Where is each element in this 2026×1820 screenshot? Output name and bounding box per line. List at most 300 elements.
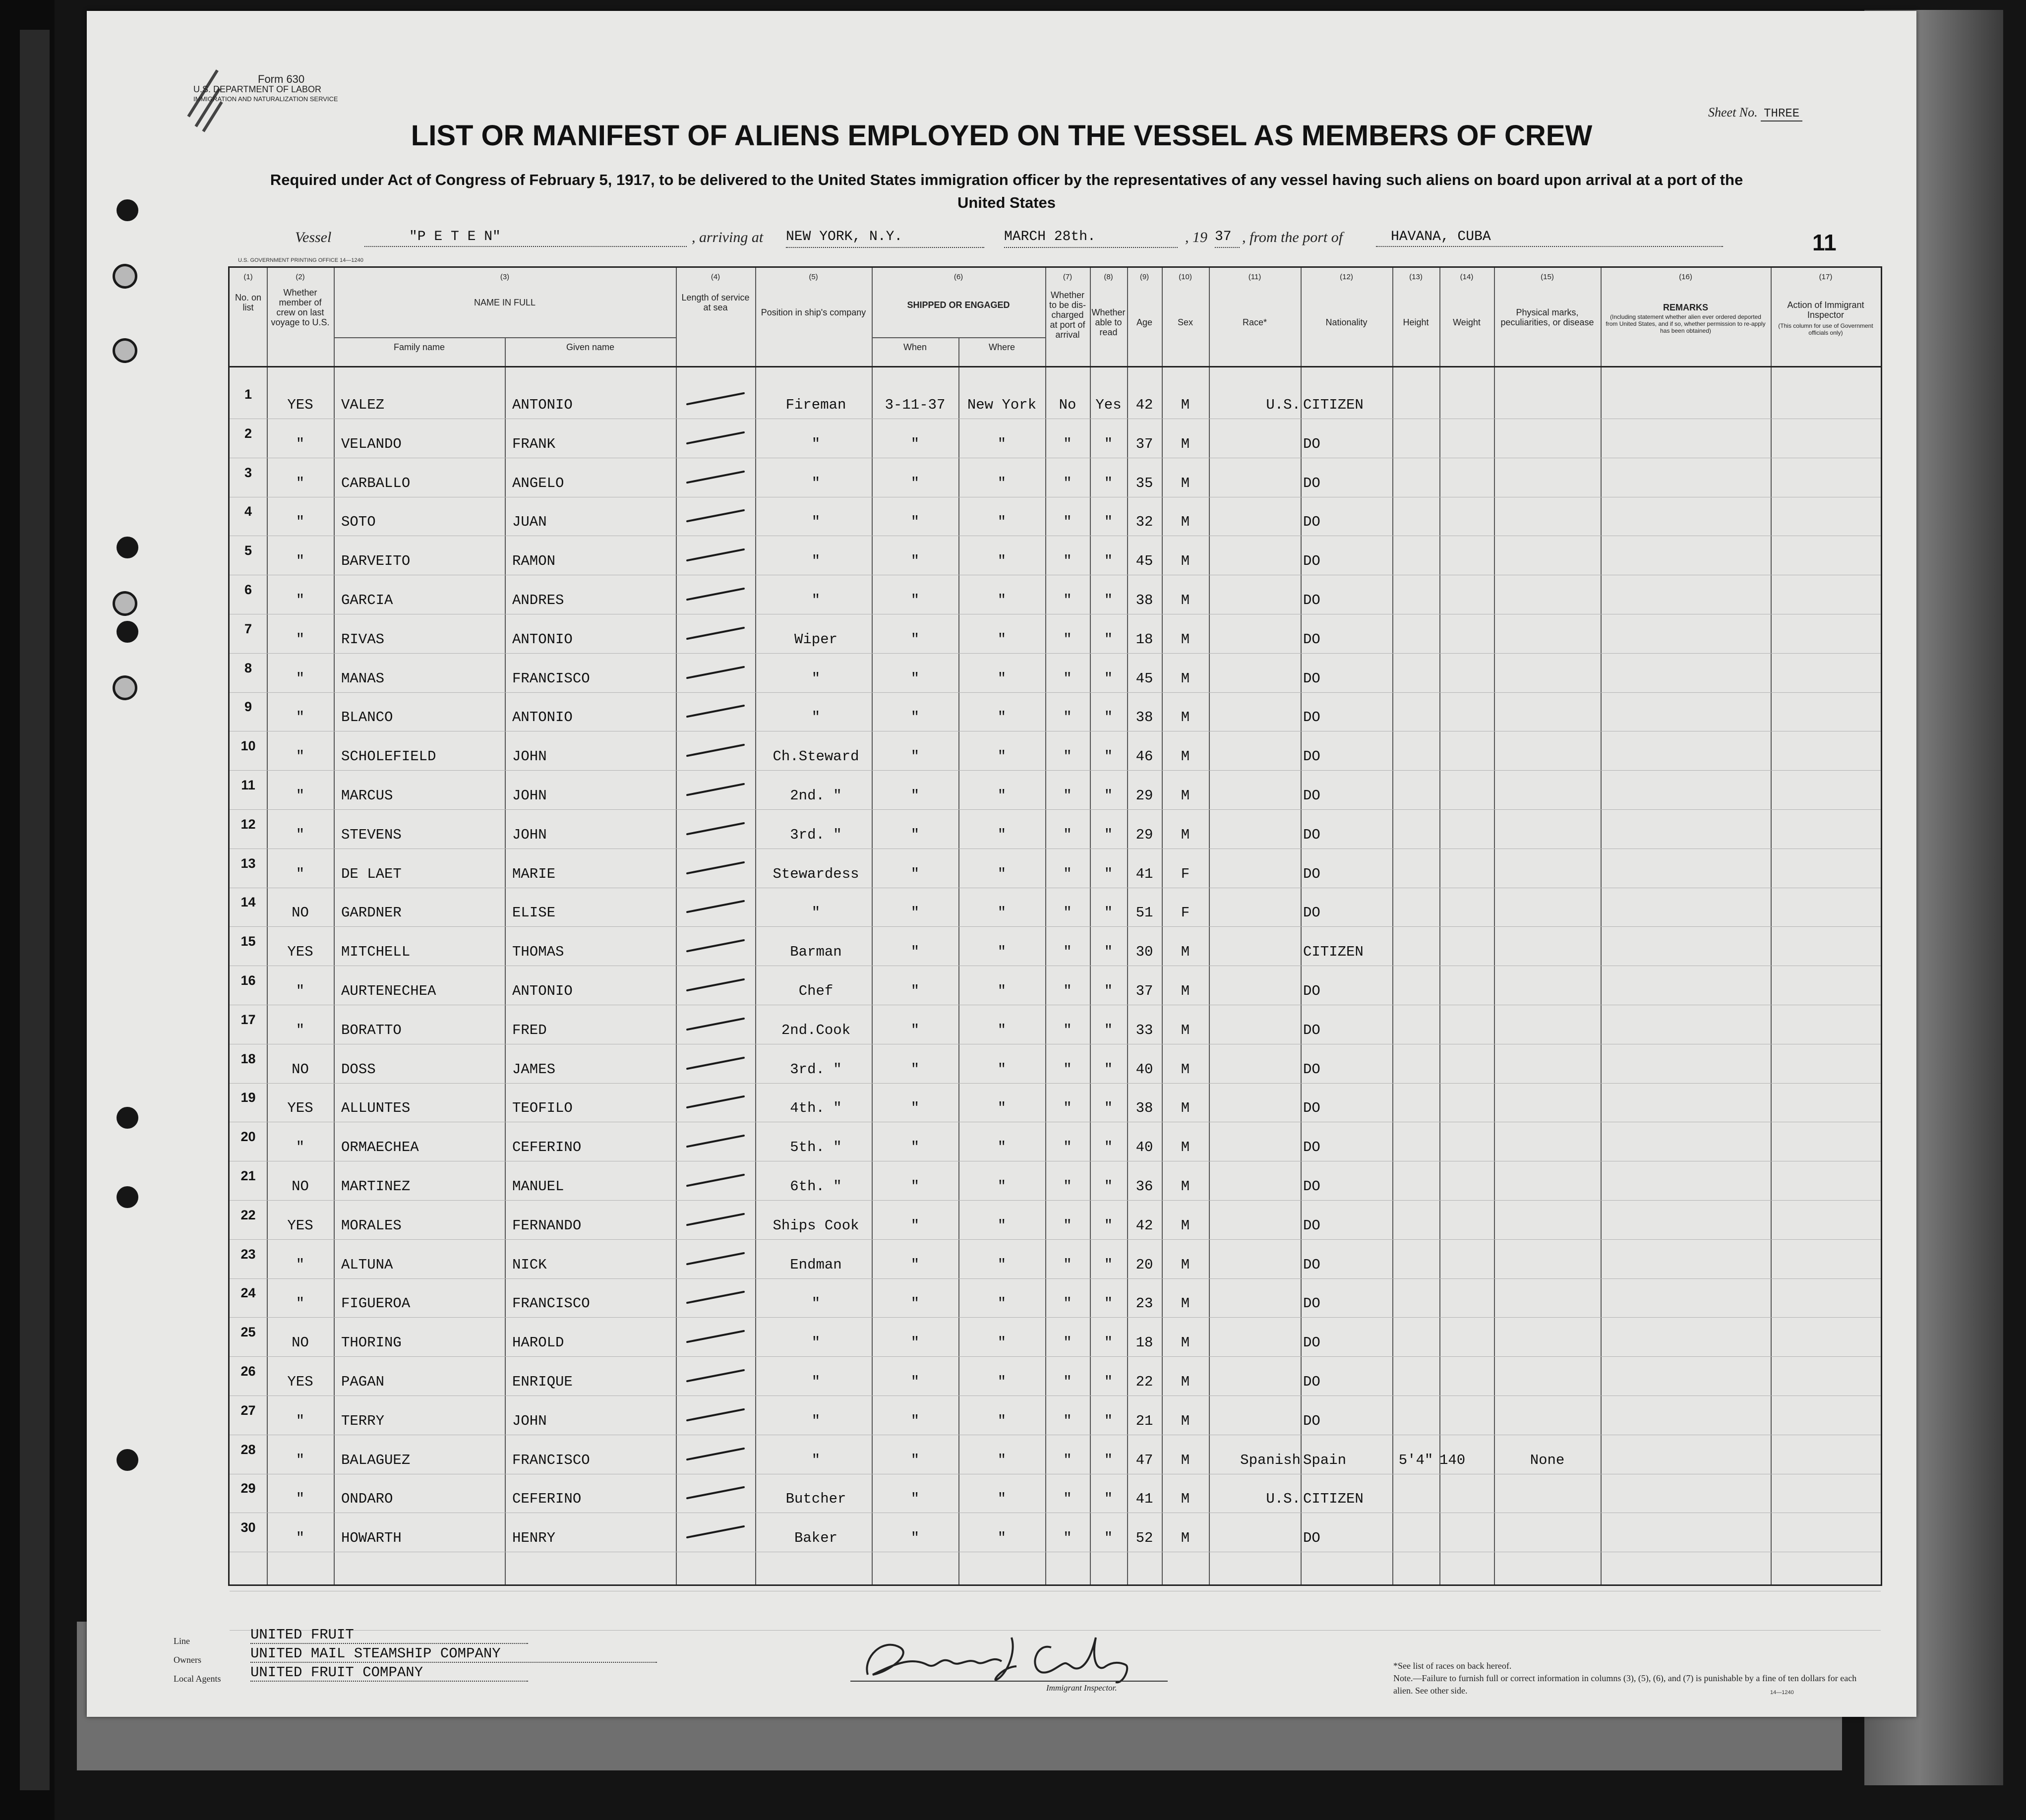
cell-read: ": [1104, 826, 1113, 843]
cell-marks: None: [1530, 1452, 1565, 1468]
cell-disch: ": [1063, 1100, 1072, 1117]
col-14-number: (14): [1460, 273, 1474, 281]
cell-sex: M: [1181, 435, 1190, 452]
length-service-mark: [686, 548, 745, 562]
cell-age: 37: [1135, 983, 1153, 999]
cell-family: BARVEITO: [341, 553, 411, 570]
cell-age: 51: [1135, 905, 1153, 921]
cell-family: BLANCO: [341, 709, 393, 726]
cell-when: ": [910, 1256, 920, 1273]
cell-disch: ": [1063, 788, 1072, 804]
cell-given: FRANCISCO: [512, 1295, 590, 1312]
cell-family: GARDNER: [341, 905, 402, 921]
cell-where: New York: [967, 397, 1037, 413]
cell-age: 36: [1135, 1178, 1153, 1195]
cell-nat: DO: [1303, 1256, 1320, 1273]
cell-where: ": [997, 475, 1007, 491]
cell-where: ": [997, 1139, 1007, 1156]
cell-when: ": [910, 435, 920, 452]
col-header-sex: Sex: [1177, 317, 1193, 327]
cell-age: 18: [1135, 631, 1153, 648]
cell-nat: DO: [1303, 865, 1320, 882]
cell-sex: M: [1181, 1295, 1190, 1312]
cell-age: 46: [1135, 748, 1153, 765]
cell-when: ": [910, 1139, 920, 1156]
row-rule: [230, 1239, 1881, 1240]
cell-when: ": [910, 1178, 920, 1195]
cell-read: ": [1104, 1100, 1113, 1117]
col-10-number: (10): [1179, 273, 1192, 281]
cell-last: ": [296, 1256, 305, 1273]
punch-hole: [117, 537, 138, 558]
cell-last: ": [296, 1452, 305, 1468]
col-header-remarks-note: (Including statement whether alien ever ordered deported from United States, and if so, whether permission to re-apply has been obtained): [1606, 313, 1766, 334]
length-service-mark: [686, 1174, 745, 1187]
cell-where: ": [997, 865, 1007, 882]
cell-read: ": [1104, 1256, 1113, 1273]
cell-disch: ": [1063, 1217, 1072, 1234]
cell-when: ": [910, 1491, 920, 1508]
cell-sex: M: [1181, 788, 1190, 804]
cell-when: ": [910, 788, 920, 804]
cell-pos: ": [811, 553, 821, 570]
length-service-mark: [686, 1291, 745, 1304]
cell-no: 26: [240, 1364, 256, 1379]
cell-given: CEFERINO: [512, 1491, 582, 1508]
cell-where: ": [997, 631, 1007, 648]
vessel-name: "P E T E N": [364, 229, 687, 247]
length-service-mark: [686, 1330, 745, 1343]
cell-last: ": [296, 592, 305, 608]
cell-last: NO: [292, 905, 309, 921]
cell-age: 21: [1135, 1412, 1153, 1429]
cell-race: U.S.: [1266, 397, 1301, 413]
cell-last: ": [296, 1491, 305, 1508]
cell-family: VELANDO: [341, 435, 402, 452]
cell-family: THORING: [341, 1335, 402, 1351]
page-subtitle: Required under Act of Congress of February 5, 1917, to be delivered to the United States immigration officer by the representatives of any vessel having such aliens on board upon arrival at a port of the United States: [270, 171, 1743, 211]
cell-disch: ": [1063, 1412, 1072, 1429]
cell-given: THOMAS: [512, 944, 564, 961]
cell-given: FRANCISCO: [512, 670, 590, 687]
col-7-number: (7): [1063, 273, 1073, 281]
cell-given: JOHN: [512, 748, 547, 765]
col-6-number: (6): [953, 273, 963, 281]
cell-given: FERNANDO: [512, 1217, 582, 1234]
cell-nat: DO: [1303, 1139, 1320, 1156]
cell-pos: ": [811, 1295, 821, 1312]
col-1-number: (1): [243, 273, 253, 281]
cell-sex: M: [1181, 1217, 1190, 1234]
cell-family: RIVAS: [341, 631, 385, 648]
cell-weight: 140: [1439, 1452, 1466, 1468]
row-rule: [230, 1317, 1881, 1318]
departure-port: HAVANA, CUBA: [1376, 229, 1723, 247]
cell-given: JOHN: [512, 1412, 547, 1429]
cell-nat: DO: [1303, 983, 1320, 999]
punch-hole: [113, 338, 137, 363]
cell-sex: M: [1181, 1139, 1190, 1156]
cell-pos: ": [811, 475, 821, 491]
cell-age: 45: [1135, 670, 1153, 687]
row-rule: [230, 926, 1881, 927]
cell-disch: ": [1063, 944, 1072, 961]
cell-where: ": [997, 1374, 1007, 1390]
cell-disch: ": [1063, 1256, 1072, 1273]
cell-sex: M: [1181, 1335, 1190, 1351]
cell-disch: ": [1063, 905, 1072, 921]
cell-no: 9: [244, 699, 252, 715]
cell-when: ": [910, 944, 920, 961]
cell-family: BORATTO: [341, 1022, 402, 1038]
form-number: Form 630: [258, 73, 305, 85]
cell-no: 10: [240, 738, 256, 754]
cell-when: ": [910, 826, 920, 843]
cell-sex: M: [1181, 670, 1190, 687]
cell-age: 22: [1135, 1374, 1153, 1390]
cell-nat: CITIZEN: [1303, 1491, 1364, 1508]
cell-pos: Ch.Steward: [773, 748, 859, 765]
cell-read: ": [1104, 1374, 1113, 1390]
cell-no: 19: [240, 1090, 256, 1105]
cell-family: TERRY: [341, 1412, 385, 1429]
cell-no: 15: [240, 934, 256, 949]
length-service-mark: [686, 509, 745, 523]
cell-no: 20: [240, 1129, 256, 1145]
cell-where: ": [997, 1100, 1007, 1117]
cell-where: ": [997, 1061, 1007, 1078]
cell-age: 52: [1135, 1530, 1153, 1547]
cell-last: ": [296, 1022, 305, 1038]
line-label: Line: [174, 1636, 190, 1646]
cell-last: YES: [287, 1100, 313, 1117]
sheet-label: Sheet No.: [1708, 105, 1758, 120]
cell-last: NO: [292, 1061, 309, 1078]
cell-age: 20: [1135, 1256, 1153, 1273]
length-service-mark: [686, 1056, 745, 1070]
cell-where: ": [997, 983, 1007, 999]
cell-when: ": [910, 1452, 920, 1468]
cell-last: ": [296, 1295, 305, 1312]
cell-nat: DO: [1303, 1100, 1320, 1117]
cell-age: 29: [1135, 788, 1153, 804]
cell-age: 35: [1135, 475, 1153, 491]
cell-where: ": [997, 748, 1007, 765]
cell-family: GARCIA: [341, 592, 393, 608]
cell-age: 41: [1135, 1491, 1153, 1508]
cell-family: VALEZ: [341, 397, 385, 413]
punch-hole: [117, 1449, 138, 1471]
cell-pos: ": [811, 1374, 821, 1390]
cell-given: FRANK: [512, 435, 556, 452]
cell-sex: M: [1181, 748, 1190, 765]
cell-no: 17: [240, 1012, 256, 1027]
cell-no: 25: [240, 1325, 256, 1340]
cell-nat: DO: [1303, 1412, 1320, 1429]
arriving-label: , arriving at: [692, 229, 764, 245]
cell-sex: F: [1181, 865, 1190, 882]
arrival-date: MARCH 28th.: [1004, 229, 1178, 248]
sheet-value: THREE: [1761, 107, 1802, 121]
col-header-number: No. on list: [235, 293, 262, 312]
cell-where: ": [997, 788, 1007, 804]
cell-given: FRANCISCO: [512, 1452, 590, 1468]
cell-last: ": [296, 983, 305, 999]
cell-read: ": [1104, 1217, 1113, 1234]
cell-given: HAROLD: [512, 1335, 564, 1351]
cell-pos: Chef: [798, 983, 834, 999]
cell-read: ": [1104, 1335, 1113, 1351]
cell-when: ": [910, 1295, 920, 1312]
cell-given: MARIE: [512, 865, 556, 882]
cell-sex: F: [1181, 905, 1190, 921]
printing-office-note: U.S. GOVERNMENT PRINTING OFFICE 14—1240: [238, 257, 363, 263]
cell-read: Yes: [1095, 397, 1122, 413]
cell-where: ": [997, 553, 1007, 570]
local-agents-label: Local Agents: [174, 1674, 221, 1684]
cell-sex: M: [1181, 1491, 1190, 1508]
row-rule: [230, 653, 1881, 654]
cell-when: ": [910, 905, 920, 921]
cell-last: YES: [287, 1217, 313, 1234]
cell-family: SCHOLEFIELD: [341, 748, 436, 765]
cell-last: ": [296, 1412, 305, 1429]
col-header-remarks: REMARKS: [1663, 303, 1708, 312]
cell-read: ": [1104, 631, 1113, 648]
cell-read: ": [1104, 1061, 1113, 1078]
col-header-nationality: Nationality: [1325, 317, 1368, 327]
cell-given: JOHN: [512, 826, 547, 843]
cell-pos: 3rd. ": [790, 826, 842, 843]
print-code: 14—1240: [1770, 1690, 1794, 1696]
col-header-where: Where: [988, 342, 1015, 352]
cell-family: FIGUEROA: [341, 1295, 411, 1312]
cell-nat: DO: [1303, 1374, 1320, 1390]
cell-where: ": [997, 826, 1007, 843]
cell-disch: No: [1059, 397, 1076, 413]
cell-read: ": [1104, 944, 1113, 961]
row-rule: [230, 770, 1881, 771]
cell-when: ": [910, 1335, 920, 1351]
cell-read: ": [1104, 514, 1113, 531]
cell-pos: Fireman: [785, 397, 846, 413]
manifest-page: [87, 11, 1916, 1717]
length-service-mark: [686, 1486, 745, 1500]
cell-nat: DO: [1303, 1335, 1320, 1351]
col-13-number: (13): [1409, 273, 1423, 281]
length-service-mark: [686, 744, 745, 757]
cell-last: ": [296, 553, 305, 570]
cell-where: ": [997, 514, 1007, 531]
cell-pos: ": [811, 1412, 821, 1429]
col-header-last-voyage: Whether member of crew on last voyage to U.S.: [271, 288, 330, 327]
binder-strip: [20, 30, 50, 1790]
owners-label: Owners: [174, 1655, 201, 1665]
cell-pos: 5th. ": [790, 1139, 842, 1156]
cell-nat: DO: [1303, 435, 1320, 452]
cell-no: 4: [244, 504, 252, 519]
cell-given: ANTONIO: [512, 709, 573, 726]
cell-read: ": [1104, 475, 1113, 491]
inspector-signature: [853, 1628, 1150, 1687]
cell-where: ": [997, 709, 1007, 726]
col-header-name: NAME IN FULL: [474, 298, 536, 307]
cell-last: YES: [287, 397, 313, 413]
col-8-number: (8): [1104, 273, 1113, 281]
cell-nat: DO: [1303, 1295, 1320, 1312]
cell-read: ": [1104, 1491, 1113, 1508]
cell-where: ": [997, 1295, 1007, 1312]
cell-last: ": [296, 865, 305, 882]
cell-race: Spanish: [1240, 1452, 1301, 1468]
cell-where: ": [997, 1530, 1007, 1547]
cell-given: RAMON: [512, 553, 556, 570]
cell-disch: ": [1063, 1295, 1072, 1312]
cell-age: 45: [1135, 553, 1153, 570]
col-header-shipped: SHIPPED OR ENGAGED: [907, 300, 1010, 310]
cell-sex: M: [1181, 514, 1190, 531]
line-value: UNITED FRUIT: [250, 1627, 528, 1644]
cell-last: ": [296, 631, 305, 648]
cell-disch: ": [1063, 1491, 1072, 1508]
cell-no: 28: [240, 1442, 256, 1457]
length-service-mark: [686, 588, 745, 601]
cell-family: DOSS: [341, 1061, 376, 1078]
cell-sex: M: [1181, 1022, 1190, 1038]
cell-given: ANTONIO: [512, 397, 573, 413]
length-service-mark: [686, 1135, 745, 1148]
cell-sex: M: [1181, 1100, 1190, 1117]
signature-line: [850, 1681, 1168, 1682]
cell-pos: ": [811, 592, 821, 608]
cell-age: 23: [1135, 1295, 1153, 1312]
cell-disch: ": [1063, 1530, 1072, 1547]
cell-pos: Barman: [790, 944, 842, 961]
cell-nat: CITIZEN: [1303, 397, 1364, 413]
col-12-number: (12): [1340, 273, 1353, 281]
cell-age: 38: [1135, 709, 1153, 726]
cell-no: 2: [244, 425, 252, 441]
cell-when: ": [910, 670, 920, 687]
cell-given: MANUEL: [512, 1178, 564, 1195]
cell-given: FRED: [512, 1022, 547, 1038]
cell-last: ": [296, 748, 305, 765]
cell-disch: ": [1063, 475, 1072, 491]
cell-sex: M: [1181, 983, 1190, 999]
cell-no: 23: [240, 1246, 256, 1262]
cell-no: 18: [240, 1051, 256, 1066]
vessel-label: Vessel: [295, 229, 332, 245]
cell-where: ": [997, 1022, 1007, 1038]
cell-no: 13: [240, 855, 256, 871]
cell-where: ": [997, 670, 1007, 687]
cell-when: 3-11-37: [885, 397, 946, 413]
cell-sex: M: [1181, 631, 1190, 648]
cell-race: U.S.: [1266, 1491, 1301, 1508]
from-label: , from the port of: [1242, 229, 1343, 245]
cell-where: ": [997, 1178, 1007, 1195]
length-service-mark: [686, 470, 745, 484]
cell-sex: M: [1181, 709, 1190, 726]
length-service-mark: [686, 1447, 745, 1460]
cell-family: MARTINEZ: [341, 1178, 411, 1195]
length-service-mark: [686, 978, 745, 992]
cell-read: ": [1104, 1412, 1113, 1429]
cell-disch: ": [1063, 592, 1072, 608]
cell-family: MORALES: [341, 1217, 402, 1234]
punch-hole: [113, 591, 137, 616]
cell-last: NO: [292, 1178, 309, 1195]
cell-disch: ": [1063, 553, 1072, 570]
cell-family: BALAGUEZ: [341, 1452, 411, 1468]
cell-last: YES: [287, 1374, 313, 1390]
cell-where: ": [997, 1412, 1007, 1429]
cell-disch: ": [1063, 435, 1072, 452]
cell-read: ": [1104, 435, 1113, 452]
cell-family: MANAS: [341, 670, 385, 687]
cell-nat: CITIZEN: [1303, 944, 1364, 961]
cell-sex: M: [1181, 1256, 1190, 1273]
cell-last: YES: [287, 944, 313, 961]
cell-last: ": [296, 1530, 305, 1547]
col-4-number: (4): [711, 273, 720, 281]
cell-nat: DO: [1303, 1217, 1320, 1234]
cell-family: DE LAET: [341, 865, 402, 882]
cell-family: ALLUNTES: [341, 1100, 411, 1117]
service-name: IMMIGRATION AND NATURALIZATION SERVICE: [193, 95, 338, 103]
cell-family: CARBALLO: [341, 475, 411, 491]
cell-last: ": [296, 826, 305, 843]
cell-disch: ": [1063, 1178, 1072, 1195]
cell-family: STEVENS: [341, 826, 402, 843]
footer-notes: [1393, 1660, 1869, 1697]
cell-pos: ": [811, 905, 821, 921]
cell-where: ": [997, 1491, 1007, 1508]
cell-no: 8: [244, 660, 252, 675]
cell-where: ": [997, 435, 1007, 452]
cell-no: 1: [244, 387, 252, 402]
cell-given: TEOFILO: [512, 1100, 573, 1117]
cell-read: ": [1104, 905, 1113, 921]
manifest-table: [228, 266, 1882, 1586]
cell-disch: ": [1063, 709, 1072, 726]
cell-no: 7: [244, 621, 252, 636]
cell-pos: Ships Cook: [773, 1217, 859, 1234]
col-17-number: (17): [1819, 273, 1833, 281]
cell-given: ANGELO: [512, 475, 564, 491]
col-16-number: (16): [1679, 273, 1692, 281]
cell-when: ": [910, 553, 920, 570]
col-header-position: Position in ship's company: [761, 307, 866, 317]
punch-hole: [113, 675, 137, 700]
cell-age: 40: [1135, 1061, 1153, 1078]
cell-when: ": [910, 631, 920, 648]
cell-nat: Spain: [1303, 1452, 1347, 1468]
length-service-mark: [686, 1525, 745, 1539]
cell-family: MITCHELL: [341, 944, 411, 961]
cell-age: 37: [1135, 435, 1153, 452]
cell-nat: DO: [1303, 475, 1320, 491]
length-service-mark: [686, 1369, 745, 1383]
cell-pos: ": [811, 670, 821, 687]
cell-no: 21: [240, 1168, 256, 1183]
col-5-number: (5): [809, 273, 818, 281]
cell-age: 29: [1135, 826, 1153, 843]
cell-last: ": [296, 435, 305, 452]
length-service-mark: [686, 392, 745, 406]
cell-pos: 2nd. ": [790, 788, 842, 804]
penalty-note: Note.—Failure to furnish full or correct information in columns (3), (5), (6), and (7) is punishable by a fine of ten dollars for each alien. See other side.: [1393, 1673, 1857, 1696]
